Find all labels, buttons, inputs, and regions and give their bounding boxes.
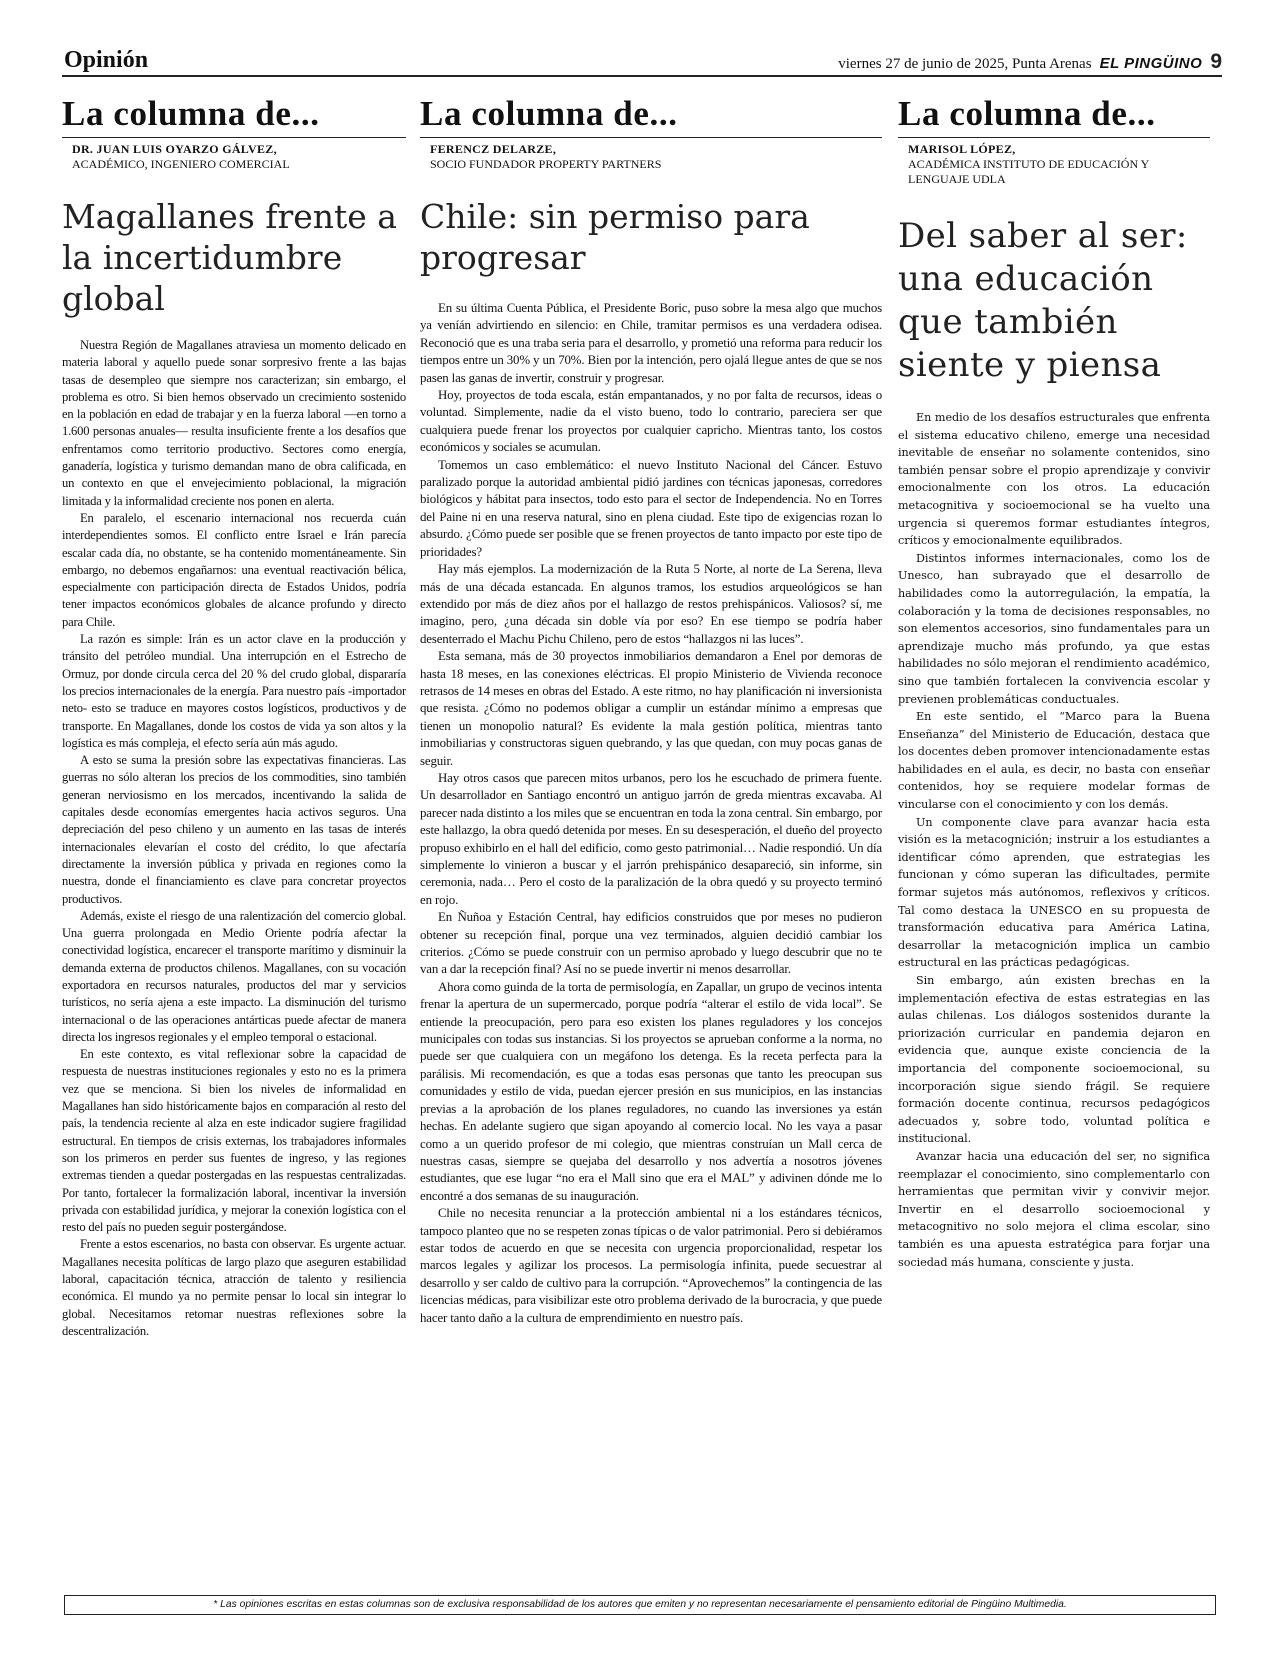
paragraph: A esto se suma la presión sobre las expectativas financieras. Las guerras no sólo alteran los precios de los commodities, sino también generan nerviosismo en los mercados, incentivando la salida de capitales desde economías emergentes hacia activos seguros. Una depreciación del peso chileno y un aumento en las tasas de interés internacionales elevarían el costo del crédito, lo que afectaría directamente la inversión pública y privada en regiones como la nuestra, donde el financiamiento es clave para concretar proyectos productivos. xyxy=(62,753,406,906)
paragraph: Distintos informes internacionales, como los de Unesco, han subrayado que el desarrollo de habilidades como la autorregulación, la empatía, la colaboración y la toma de decisiones responsables, no son elementos accesorios, sino fundamentales para un aprendizaje mucho más profundo, ya que estas habilidades no sólo mejoran el rendimiento académico, sino que también fortalecen la convivencia escolar y previenen problemáticas conductuales. xyxy=(898,551,1210,706)
paragraph: Hoy, proyectos de toda escala, están empantanados, y no por falta de recursos, ideas o voluntad. Simplemente, nadie da el visto bueno, todo lo contrario, pareciera ser que cualquiera puede frenar los proyectos por cualquier capricho. Mientras tanto, los costos económicos y sociales se acumulan. xyxy=(420,388,882,455)
paragraph: En este sentido, el “Marco para la Buena Enseñanza” del Ministerio de Educación, destaca que los docentes deben promover intencionadamente estas habilidades en el aula, es decir, no basta con enseñar contenidos, hoy se requiere modelar formas de vincularse con el conocimiento y con los demás. xyxy=(898,710,1210,812)
page-number: 9 xyxy=(1210,50,1222,73)
paragraph: Un componente clave para avanzar hacia esta visión es la metacognición; instruir a los estudiantes a identificar cómo aprenden, que estrategias les funcionan y cómo superan las dificultades, permite formar sujetos más autónomos, reflexivos y críticos. Tal como destaca la UNESCO en su propuesta de transformación educativa para América Latina, desarrollar la metacognición implica un cambio estructural en las prácticas pedagógicas. xyxy=(898,815,1210,970)
paragraph: Sin embargo, aún existen brechas en la implementación efectiva de estas estrategias en las aulas chilenas. Los diálogos sostenidos durante la priorización curricular en pandemia dejaron en evidencia que, aunque existe conciencia de la importancia del componente socioemocional, su incorporación sigue siendo frágil. Se requiere formación docente continua, recursos pedagógicos adecuados y, sobre todo, voluntad política e institucional. xyxy=(898,974,1210,1146)
paragraph: Ahora como guinda de la torta de permisología, en Zapallar, un grupo de vecinos intenta frenar la apertura de un supermercado, porque podría “alterar el estilo de vida local”. Se entiende la preocupación, pero para eso existen los planes reguladores y los concejos municipales con todas sus instancias. Si los proyectos se aprueban conforme a la norma, no puede ser que cualquiera con un megáfono los detenga. Es la receta perfecta para la parálisis. Mi recomendación, es que a todas esas personas que tanto les preocupan sus comunidades y estilo de vida, puedan ejercer presión en sus municipios, en las instancias previas a la aprobación de los planes reguladores, no cuando las inversiones ya están hechas. En adelante sugiero que sigan apoyando al comercio local. No les vaya a pasar como a un querido profesor de mi colegio, que mientras construían un Mall cerca de nuestras casas, siempre se quejaba del desarrollo y nos advertía a nosotros jóvenes estudiantes, que ese lugar “no era el Mall sino que era el MAL” y adivinen dónde me lo encontré a dos semanas de su inauguración. xyxy=(420,979,882,1203)
author-byline xyxy=(908,142,1210,187)
author-role: SOCIO FUNDADOR PROPERTY PARTNERS xyxy=(430,157,662,171)
article-headline: Chile: sin permiso para progresar xyxy=(420,197,810,277)
article-body xyxy=(420,300,882,1327)
paragraph: Hay más ejemplos. La modernización de la Ruta 5 Norte, al norte de La Serena, lleva más de una década estancada. En algunos tramos, los estudios arqueológicos se han extendido por más de diez años por el hallazgo de restos prehispánicos. Valiosos? sí, me imagino, pero, ¿una década sin doble vía por eso? En ese tiempo se podría haber desenterrado el Machu Pichu Chileno, pero de estos “hallazgos ni las luces”. xyxy=(420,562,882,646)
article-headline: Magallanes frente a la incertidumbre global xyxy=(62,197,397,318)
paragraph: En Ñuñoa y Estación Central, hay edificios construidos que por meses no pudieron obtener su recepción final, porque una vez terminados, alguien decidió cambiar los criterios. ¿Cómo se puede construir con un permiso aprobado y luego descubrir que no te van a dar la recepción final? Así no se puede invertir ni menos desarrollar. xyxy=(420,910,882,977)
column-delarze xyxy=(420,95,882,1327)
article-headline: Del saber al ser: una educación que también siente y piensa xyxy=(898,216,1188,385)
paragraph: Hay otros casos que parecen mitos urbanos, pero los he escuchado de primera fuente. Un desarrollador en Santiago encontró un antiguo jarrón de greda mientras excavaba. Al parecer nada distinto a los miles que se encuentran en toda la zona central. Sin embargo, por este hallazgo, la obra quedó detenida por meses. En su desesperación, el dueño del proyecto propuso exhibirlo en el hall del edificio, como gesto patrimonial… Nadie respondió. Un día simplemente lo vinieron a buscar y el jarrón prehispánico desapareció, sin informe, sin ceremonia, nada… Pero el costo de la paralización de la obra quedó y su proyecto terminó en rojo. xyxy=(420,770,882,907)
paragraph: En paralelo, el escenario internacional nos recuerda cuán interdependientes somos. El conflicto entre Israel e Irán parecía escalar cada día, no obstante, se ha contenido momentáneamente. Sin embargo, no debemos engañarnos: una eventual reactivación bélica, especialmente con participación directa de Estados Unidos, podría tener impactos económicos globales de alcance profundo y directo para Chile. xyxy=(62,510,406,629)
column-lopez xyxy=(898,95,1210,1271)
author-byline xyxy=(430,142,882,172)
paragraph: En su última Cuenta Pública, el Presidente Boric, puso sobre la mesa algo que muchos ya veníán advirtiendo en silencio: en Chile, tramitar permisos es una verdadera odisea. Reconoció que es una traba seria para el desarrollo, y prometió una reforma para reducir los tiempos entre un 30% y un 70%. Bien por la intención, pero ojalá llegue antes de que se nos pasen las ganas de invertir, construir y progresar. xyxy=(420,301,882,385)
header-right xyxy=(838,50,1222,74)
author-role: ACADÉMICO, INGENIERO COMERCIAL xyxy=(72,157,290,171)
column-kicker: La columna de... xyxy=(898,95,1210,138)
author-role: ACADÉMICA INSTITUTO DE EDUCACIÓN Y LENGUAJE UDLA xyxy=(908,157,1149,186)
brand-logo: EL PINGÜINO xyxy=(1099,55,1203,72)
article-body xyxy=(898,409,1210,1271)
paragraph: Además, existe el riesgo de una ralentización del comercio global. Una guerra prolongada en Medio Oriente podría afectar la conectividad logística, encarecer el transporte marítimo y disminuir la demanda externa de productos chilenos. Magallanes, con su vocación exportadora en recursos naturales, productos del mar y servicios turísticos, no sería ajena a este impacto. La disminución del turismo internacional o de las operaciones antárticas puede afectar de manera directa los ingresos regionales y el empleo temporal o estacional. xyxy=(62,908,406,1044)
column-oyarzo xyxy=(62,95,406,1340)
author-name: MARISOL LÓPEZ, xyxy=(908,142,1016,156)
paragraph: Frente a estos escenarios, no basta con observar. Es urgente actuar. Magallanes necesita políticas de largo plazo que aseguren estabilidad laboral, capacitación técnica, atracción de talento y resiliencia económica. El mundo ya no permite pensar lo local sin integrar lo global. Necesitamos retomar nuestras reflexiones sobre la descentralización. xyxy=(62,1237,406,1338)
paragraph: La razón es simple: Irán es un actor clave en la producción y tránsito del petróleo mundial. Una interrupción en el Estrecho de Ormuz, por donde circula cerca del 20 % del crudo global, dispararía los precios internacionales de la energía. Para nuestro país -importador neto- esto se traduce en mayores costos logísticos, productivos y de transporte. En Magallanes, donde los costos de vida ya son altos y la logística es más compleja, el efecto sería aún más agudo. xyxy=(62,632,406,750)
column-kicker: La columna de... xyxy=(62,95,406,138)
paragraph: Avanzar hacia una educación del ser, no significa reemplazar el conocimiento, sino complementarlo con herramientas que permitan vivir y convivir mejor. Invertir en el desarrollo socioemocional y metacognitivo no solo mejora el clima escolar, sino también es una apuesta estratégica para forjar una sociedad más humana, consciente y justa. xyxy=(898,1149,1210,1269)
article-body xyxy=(62,337,406,1340)
page-header xyxy=(62,45,1222,77)
author-byline xyxy=(72,142,406,172)
section-title: Opinión xyxy=(64,47,149,73)
paragraph: Esta semana, más de 30 proyectos inmobiliarios demandaron a Enel por demoras de hasta 18 meses, en las conexiones eléctricas. El propio Ministerio de Vivienda reconoce retrasos de 14 meses en obras del Estado. A este ritmo, no hay planificación ni inversionista que resista. ¿Cómo no podemos obligar a cumplir un estándar mínimo a empresas que tienen un monopolio natural? Es evidente la mala gestión política, mientras tanto inmobiliarias y constructoras siguen quebrando, y las que quedan, con muy pocas ganas de seguir. xyxy=(420,649,882,768)
column-kicker: La columna de... xyxy=(420,95,882,138)
paragraph: Tomemos un caso emblemático: el nuevo Instituto Nacional del Cáncer. Estuvo paralizado porque la autoridad ambiental pidió jardines con técnicas japonesas, corredores biológicos y hábitat para insectos, todo esto para el sector de Independencia. No en Torres del Paine ni en una reserva natural, sino en plena ciudad. Este tipo de exigencias rozan lo absurdo. ¿Cómo puede ser posible que se frenen proyectos de tanto impacto por este tipo de prioridades? xyxy=(420,457,882,559)
author-name: FERENCZ DELARZE, xyxy=(430,142,557,156)
editorial-disclaimer: * Las opiniones escritas en estas columnas son de exclusiva responsabilidad de los autores que emiten y no representan necesariamente el pensamiento editorial de Pingüino Multimedia. xyxy=(64,1595,1216,1615)
date-location: viernes 27 de junio de 2025, Punta Arenas xyxy=(838,56,1092,72)
paragraph: Nuestra Región de Magallanes atraviesa un momento delicado en materia laboral y aquello puede sonar sorpresivo frente a las bajas tasas de desempleo que siempre nos caracterizan; sin embargo, el problema es otro. Si bien hemos observado un crecimiento sostenido en la población en edad de trabajar y en la fuerza laboral —en torno a 1.600 personas anuales— resulta insuficiente frente a los desafíos que enfrentamos como territorio productivo. Sectores como energía, ganadería, logística y turismo demandan mano de obra calificada, en un contexto en que el envejecimiento poblacional, la migración limitada y la informalidad creciente nos ponen en alerta. xyxy=(62,338,406,508)
paragraph: En este contexto, es vital reflexionar sobre la capacidad de respuesta de nuestras instituciones regionales y esto no es la primera vez que se menciona. Si bien los niveles de informalidad en Magallanes han sido históricamente bajos en comparación al resto del país, la tendencia reciente al alza en este indicador sugiere fragilidad estructural. En tiempos de crisis externas, los trabajadores informales son los primeros en perder sus fuentes de ingreso, y las regiones extremas tienden a quedar postergadas en las respuestas centralizadas. Por tanto, fortalecer la formalización laboral, incentivar la inversión privada con estabilidad jurídica, y mejorar la conexión logística con el resto del país no pueden seguir postergándose. xyxy=(62,1047,406,1235)
author-name: DR. JUAN LUIS OYARZO GÁLVEZ, xyxy=(72,142,277,156)
paragraph: Chile no necesita renunciar a la protección ambiental ni a los estándares técnicos, tampoco planteo que no se respeten zonas típicas o de valor patrimonial. Pero si debiéramos estar todos de acuerdo en que se necesita con urgencia proporcionalidad, respetar los marcos legales y agilizar los procesos. La permisología infinita, puede secuestrar al desarrollo y ser caldo de cultivo para la corrupción. “Aprovechemos” la contingencia de las licencias médicas, para visibilizar este otro problema derivado de la burocracia, y que puede hacer tanto daño a la cultura de emprendimiento en nuestro país. xyxy=(420,1206,882,1325)
paragraph: En medio de los desafíos estructurales que enfrenta el sistema educativo chileno, emerge una necesidad inevitable de enseñar no solamente contenidos, sino también pensar sobre el propio aprendizaje y convivir emocionalmente con los otros. La educación metacognitiva y socioemocional se ha vuelto una urgencia si queremos formar estudiantes íntegros, críticos y emocionalmente equilibrados. xyxy=(898,411,1210,548)
